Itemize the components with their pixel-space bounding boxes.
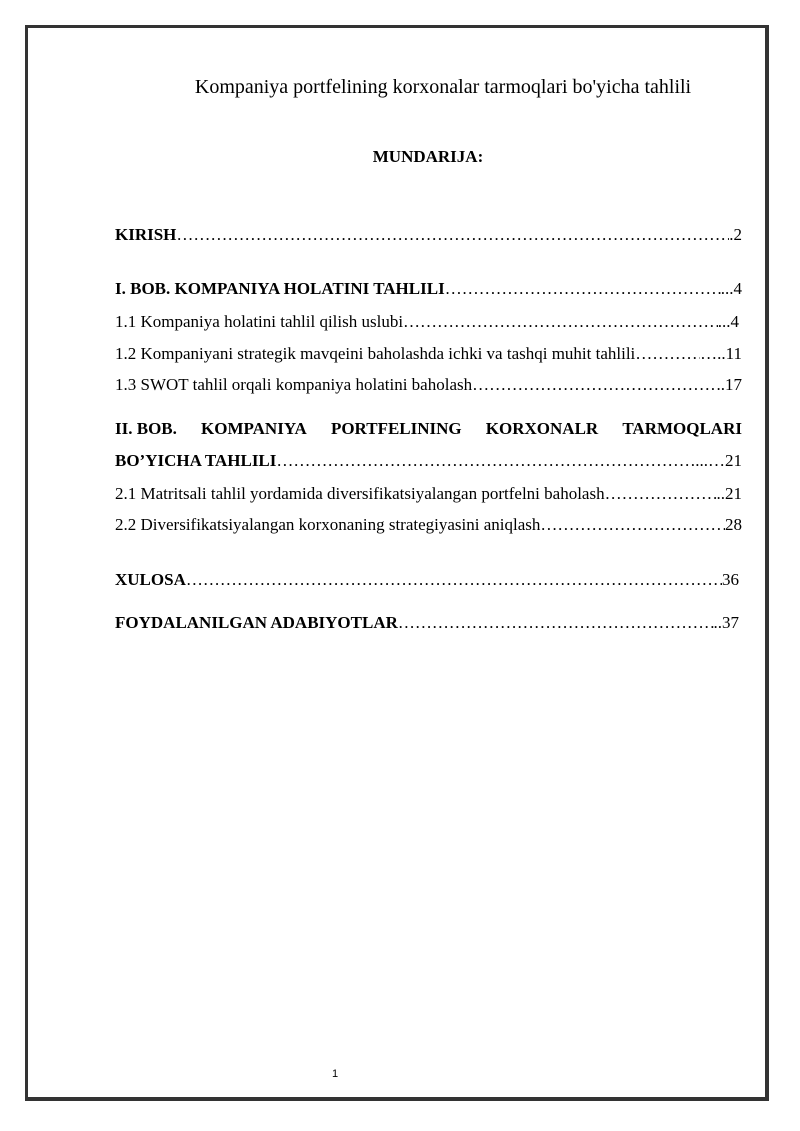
toc-word: II. BOB. bbox=[115, 419, 177, 438]
toc-page-number: ...…21 bbox=[695, 451, 742, 470]
toc-page-number: 28 bbox=[725, 515, 742, 534]
toc-leader-dots bbox=[276, 450, 695, 472]
toc-entry-chapter-2-line-2[interactable] bbox=[115, 450, 742, 472]
toc-word: KOMPANIYA bbox=[201, 419, 307, 438]
toc-entry-section-2-1[interactable] bbox=[115, 483, 742, 505]
toc-page-number: ...4 bbox=[720, 279, 742, 298]
toc-entry-chapter-1[interactable] bbox=[115, 278, 742, 300]
toc-page-number: …..11 bbox=[700, 344, 742, 363]
toc-page-number: ..37 bbox=[713, 613, 739, 632]
toc-leader-dots bbox=[176, 224, 729, 246]
toc-entry-label: BO’YICHA TAHLILI bbox=[115, 451, 277, 470]
toc-entry-label: 2.2 Diversifikatsiyalangan korxonaning strategiyasini aniqlash bbox=[115, 515, 541, 534]
toc-entry-conclusion[interactable] bbox=[115, 569, 742, 591]
toc-entry-label: KIRISH bbox=[115, 225, 177, 244]
toc-leader-dots bbox=[635, 343, 700, 365]
toc-page-number: 36 bbox=[722, 570, 739, 589]
toc-word: TARMOQLARI bbox=[622, 419, 742, 438]
toc-entry-section-1-3[interactable] bbox=[115, 374, 742, 396]
toc-word: PORTFELINING bbox=[330, 419, 462, 438]
toc-entry-label: 2.1 Matritsali tahlil yordamida diversifikatsiyalangan portfelni baholash bbox=[115, 484, 605, 503]
toc-entry-section-2-2[interactable] bbox=[115, 514, 742, 536]
toc-entry-label: 1.1 Kompaniya holatini tahlil qilish uslubi bbox=[115, 312, 404, 331]
page-border bbox=[25, 25, 769, 1101]
toc-page-number: .17 bbox=[720, 375, 742, 394]
toc-entry-intro[interactable] bbox=[115, 224, 742, 246]
document-title: Kompaniya portfelining korxonalar tarmoqlari bo'yicha tahlili bbox=[194, 76, 692, 98]
toc-entry-label: 1.3 SWOT tahlil orqali kompaniya holatini baholash bbox=[115, 375, 473, 394]
page-number: 1 bbox=[331, 1068, 339, 1080]
toc-entry-label: XULOSA bbox=[115, 570, 186, 589]
toc-leader-dots bbox=[186, 569, 722, 591]
toc-page-number: .2 bbox=[729, 225, 742, 244]
toc-entry-section-1-1[interactable] bbox=[115, 311, 742, 333]
toc-heading: MUNDARIJA: bbox=[372, 147, 484, 166]
toc-entry-label: I. BOB. KOMPANIYA HOLATINI TAHLILI bbox=[115, 279, 445, 298]
toc-leader-dots bbox=[472, 374, 721, 396]
toc-leader-dots bbox=[403, 311, 718, 333]
toc-entry-label: 1.2 Kompaniyani strategik mavqeini baholashda ichki va tashqi muhit tahlili bbox=[115, 344, 636, 363]
toc-entry-chapter-2-line-1[interactable] bbox=[115, 418, 742, 440]
toc-leader-dots bbox=[605, 483, 717, 505]
toc-leader-dots bbox=[540, 514, 725, 536]
toc-leader-dots bbox=[445, 278, 721, 300]
toc-page-number: ...4 bbox=[717, 312, 739, 331]
toc-entry-section-1-2[interactable] bbox=[115, 343, 742, 365]
toc-leader-dots bbox=[398, 612, 714, 634]
toc-entry-references[interactable] bbox=[115, 612, 742, 634]
toc-page-number: ..21 bbox=[716, 484, 742, 503]
toc-word: KORXONALR bbox=[485, 419, 599, 438]
toc-entry-label: FOYDALANILGAN ADABIYOTLAR bbox=[115, 613, 398, 632]
